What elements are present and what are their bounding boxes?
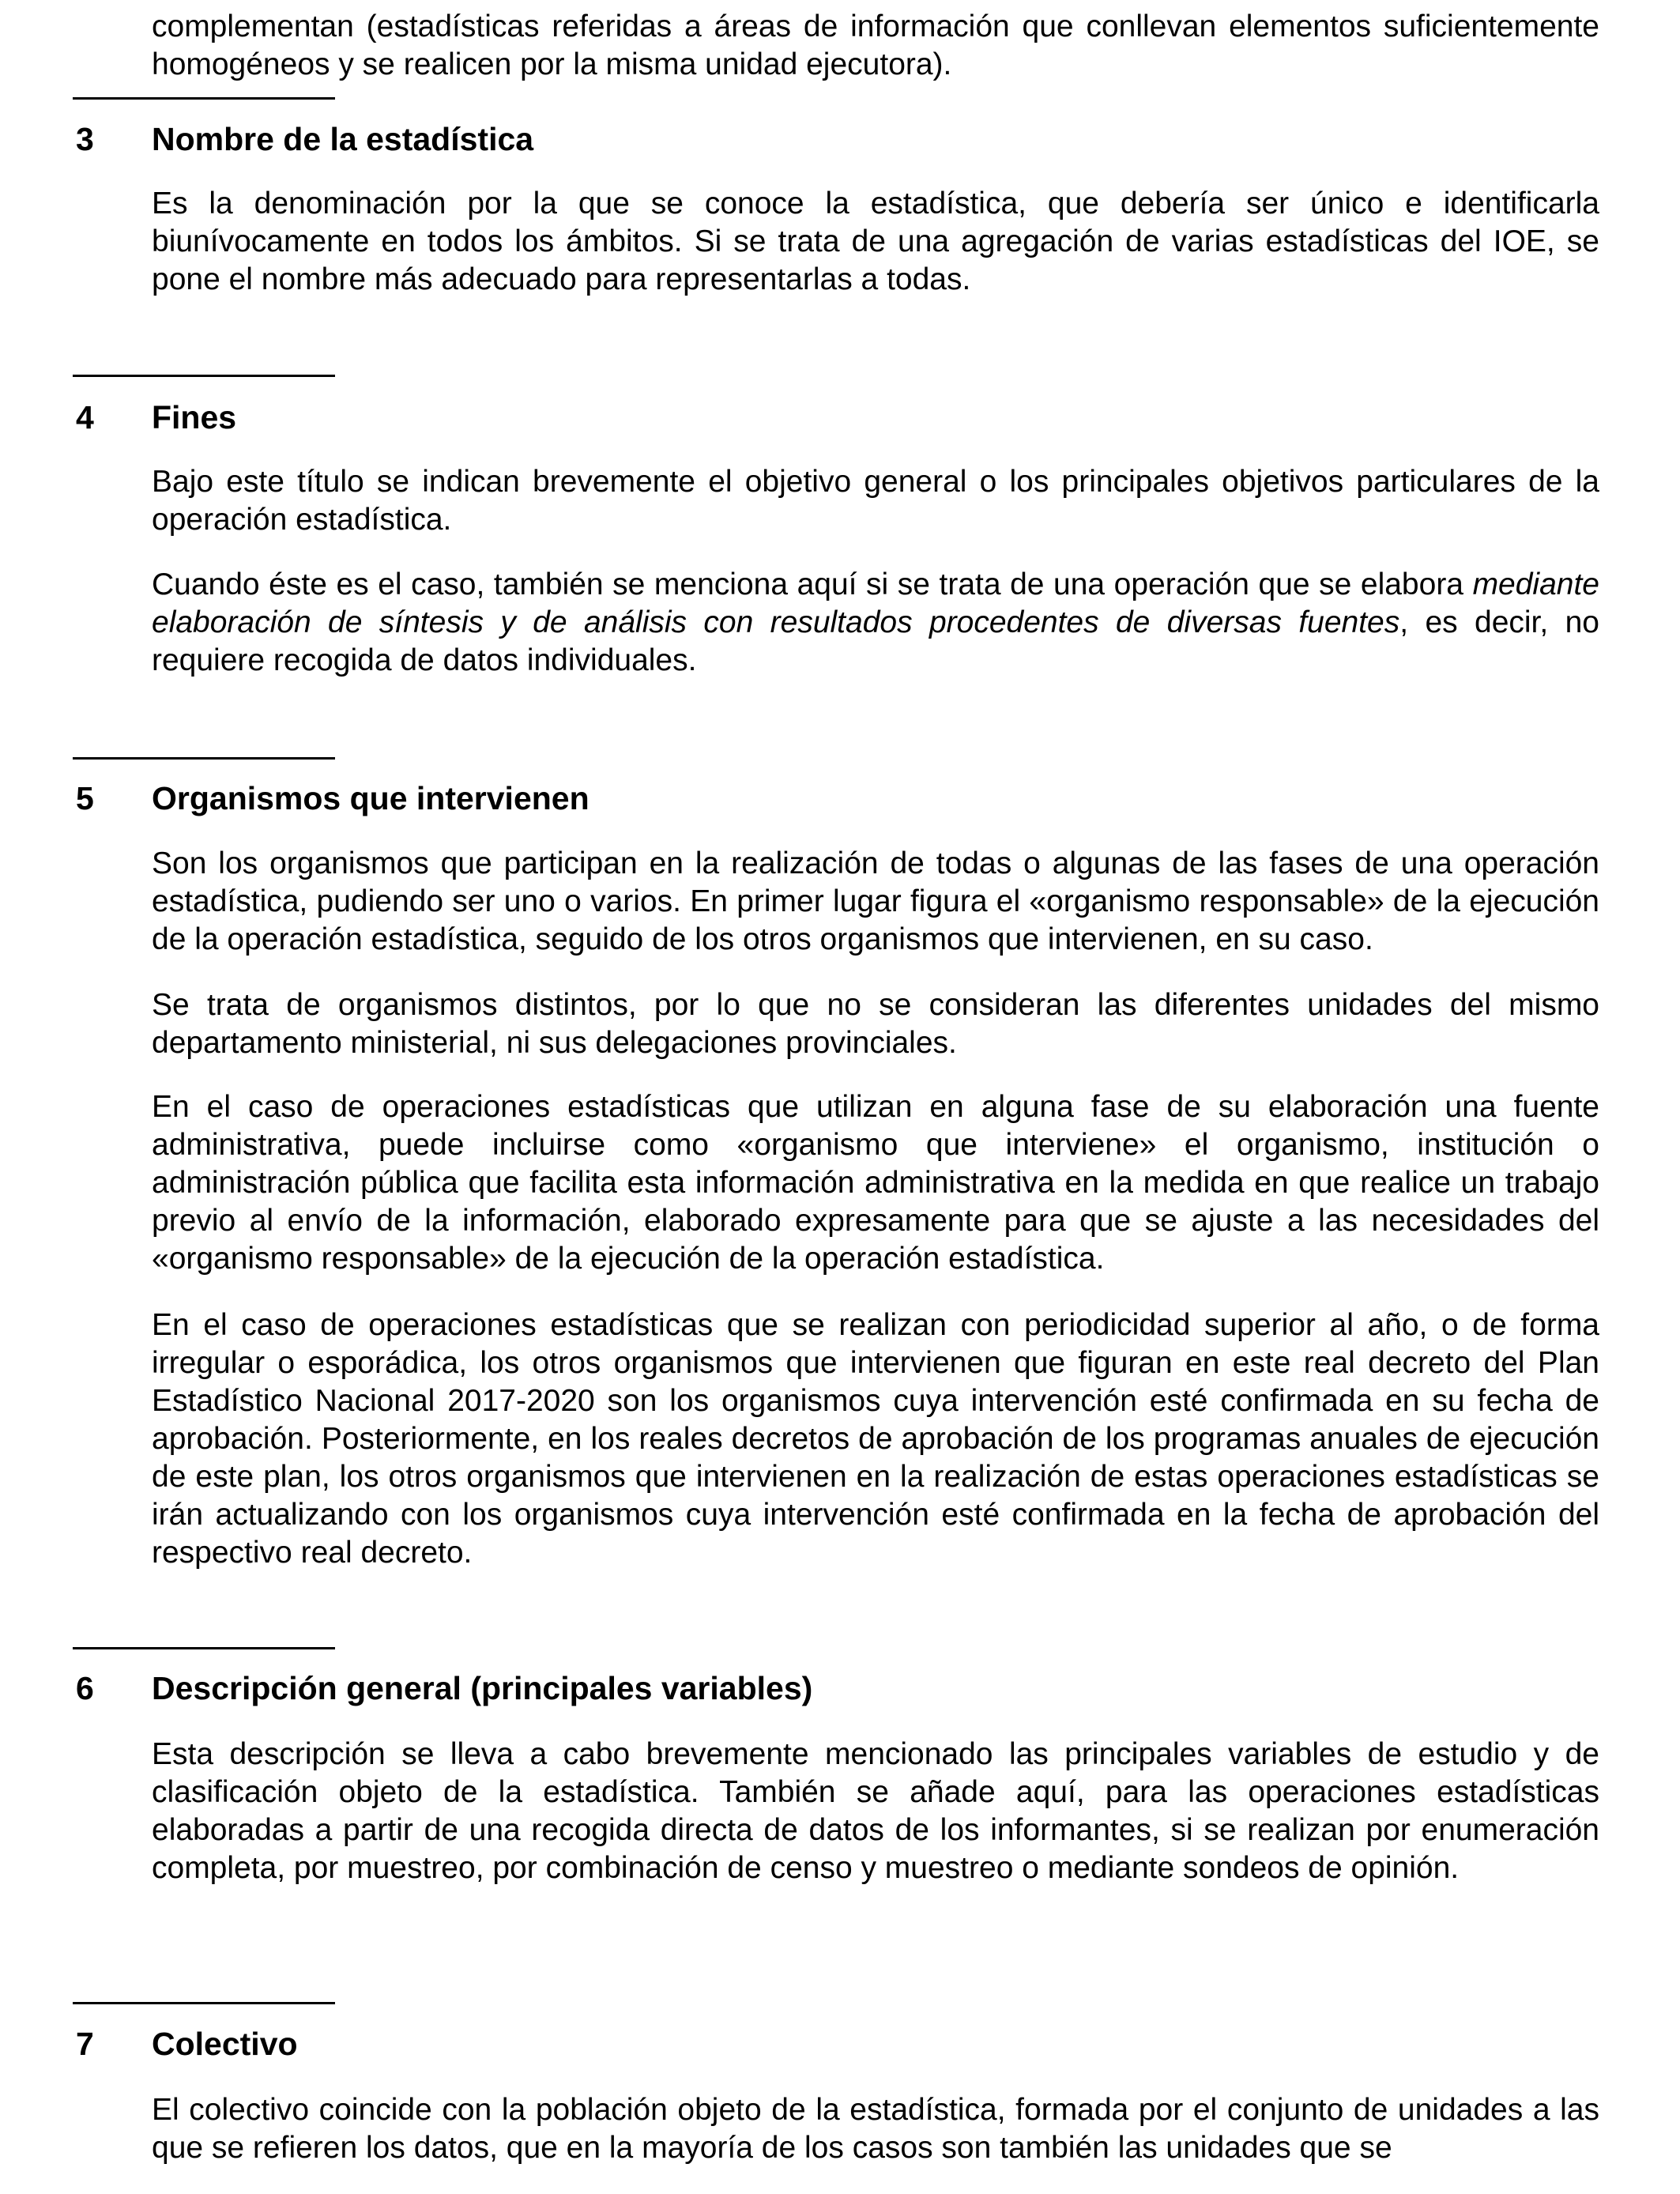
- section-number: 7: [76, 2026, 94, 2062]
- section-paragraph: [152, 566, 1599, 680]
- section-divider: [73, 2002, 335, 2004]
- intro-paragraph: complementan (estadísticas referidas a áreas de información que conllevan elementos suficientemente homogéneos y se realicen por la misma unidad ejecutora).: [152, 9, 1599, 81]
- section-number: 6: [76, 1670, 94, 1706]
- section-title: Organismos que intervienen: [152, 780, 590, 816]
- section-paragraph: Es la denominación por la que se conoce la estadística, que debería ser único e identificarla biunívocamente en todos los ámbitos. Si se trata de una agregación de varias estadísticas del IOE, se pone el nombre más adecuado para representarlas a todas.: [152, 187, 1599, 296]
- section-divider: [73, 97, 335, 100]
- paragraph-text: Cuando éste es el caso, también se menciona aquí si se trata de una operación que se elabora: [152, 567, 1473, 601]
- paragraph-text: , es decir, no requiere recogida de datos individuales.: [152, 605, 1599, 677]
- section-number: 3: [76, 121, 94, 157]
- section-paragraph: El colectivo coincide con la población objeto de la estadística, formada por el conjunto de unidades a las que se refieren los datos, que en la mayoría de los casos son también las unidades que se: [152, 2093, 1599, 2165]
- section-paragraph: Se trata de organismos distintos, por lo que no se consideran las diferentes unidades del mismo departamento ministerial, ni sus delegaciones provinciales.: [152, 988, 1599, 1060]
- section-number: 4: [76, 399, 94, 435]
- section-title: Nombre de la estadística: [152, 121, 534, 157]
- italic-text: mediante elaboración de síntesis y de análisis con resultados procedentes de diversas fuentes: [152, 567, 1599, 639]
- section-paragraph: En el caso de operaciones estadísticas que utilizan en alguna fase de su elaboración una fuente administrativa, puede incluirse como «organismo que interviene» el organismo, institución o administración pública que facilita esta información administrativa en la medida en que realice un trabajo previo al envío de la información, elaborado expresamente para que se ajuste a las necesidades del «organismo responsable» de la ejecución de la operación estadística.: [152, 1090, 1599, 1276]
- section-divider: [73, 375, 335, 377]
- section-divider: [73, 1647, 335, 1649]
- section-title: Descripción general (principales variables): [152, 1670, 813, 1706]
- section-paragraph: Son los organismos que participan en la realización de todas o algunas de las fases de una operación estadística, pudiendo ser uno o varios. En primer lugar figura el «organismo responsable» de la ejecución de la operación estadística, seguido de los otros organismos que intervienen, en su caso.: [152, 846, 1599, 956]
- section-title: Colectivo: [152, 2026, 298, 2062]
- section-divider: [73, 757, 335, 760]
- section-number: 5: [76, 780, 94, 816]
- section-title: Fines: [152, 399, 237, 435]
- section-paragraph: En el caso de operaciones estadísticas que se realizan con periodicidad superior al año, o de forma irregular o esporádica, los otros organismos que intervienen que figuran en este real decreto del Plan Estadístico Nacional 2017-2020 son los organismos cuya intervención esté confirmada en su fecha de aprobación. Posteriormente, en los reales decretos de aprobación de los programas anuales de ejecución de este plan, los otros organismos que intervienen en la realización de estas operaciones estadísticas se irán actualizando con los organismos cuya intervención esté confirmada en la fecha de aprobación del respectivo real decreto.: [152, 1308, 1599, 1570]
- section-paragraph: Esta descripción se lleva a cabo brevemente mencionado las principales variables de estudio y de clasificación objeto de la estadística. También se añade aquí, para las operaciones estadísticas elaboradas a partir de una recogida directa de datos de los informantes, si se realizan por enumeración completa, por muestreo, por combinación de censo y muestreo o mediante sondeos de opinión.: [152, 1737, 1599, 1885]
- section-paragraph: Bajo este título se indican brevemente el objetivo general o los principales objetivos particulares de la operación estadística.: [152, 465, 1599, 537]
